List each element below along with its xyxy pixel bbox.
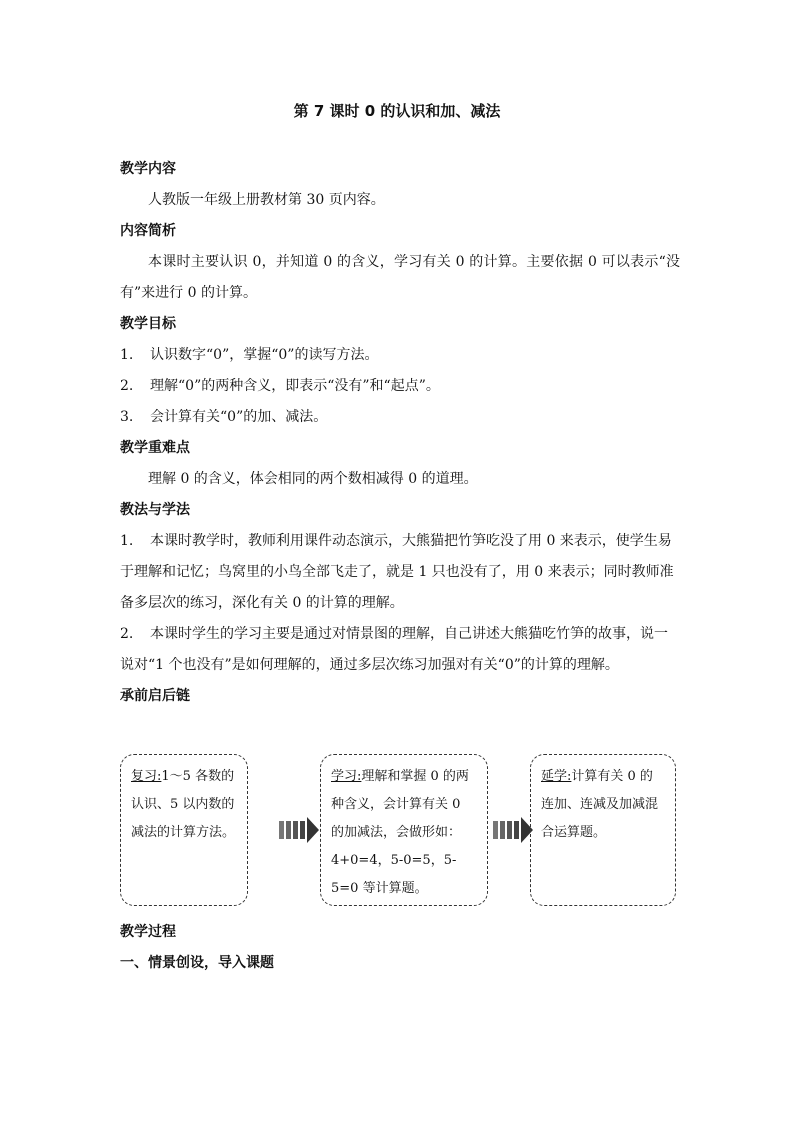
learn-text: 理解和掌握 0 的两种含义，会计算有关 0 的加减法，会做形如：4+0=4，5-0=5，5-5=0 等计算题。 [331, 769, 469, 896]
learn-box [320, 754, 488, 906]
goal-text: 理解“0”的两种含义，即表示“没有”和“起点”。 [150, 378, 440, 394]
arrow-icon [279, 817, 319, 843]
method-number: 1. [120, 533, 134, 549]
process-section [120, 916, 680, 978]
review-label: 复习: [131, 769, 162, 784]
learn-label: 学习: [331, 769, 362, 784]
heading-methods: 教法与学法 [120, 502, 190, 518]
goal-item [120, 340, 680, 371]
goal-number: 1. [120, 347, 134, 363]
goal-item [120, 402, 680, 433]
arrow-icon [493, 817, 533, 843]
extend-label: 延学: [541, 769, 572, 784]
heading-chain: 承前启后链 [120, 688, 190, 704]
extend-text: 计算有关 0 的连加、连减及加减混合运算题。 [541, 769, 659, 840]
method-item [120, 526, 680, 619]
review-text: 1～5 各数的认识、5 以内数的减法的计算方法。 [131, 769, 236, 840]
heading-process: 教学过程 [120, 924, 176, 940]
heading-summary: 内容简析 [120, 223, 176, 239]
method-text: 本课时教学时，教师利用课件动态演示，大熊猫把竹笋吃没了用 0 来表示，使学生易于理解和记忆；鸟窝里的小鸟全部飞走了，就是 1 只也没有了，用 0 来表示；同时教师准备多层次的练习，深化有关 0 的计算的理解。 [120, 533, 674, 611]
method-item [120, 619, 680, 681]
extend-box [530, 754, 676, 906]
goal-number: 2. [120, 378, 134, 394]
goal-text: 认识数字“0”，掌握“0”的读写方法。 [150, 347, 379, 363]
key-points-text: 理解 0 的含义，体会相同的两个数相减得 0 的道理。 [148, 471, 478, 487]
summary-text: 本课时主要认识 0，并知道 0 的含义，学习有关 0 的计算。主要依据 0 可以表示“没有”来进行 0 的计算。 [120, 254, 680, 301]
learning-chain-diagram [120, 754, 676, 906]
method-number: 2. [120, 626, 134, 642]
goal-number: 3. [120, 409, 134, 425]
goal-text: 会计算有关“0”的加、减法。 [150, 409, 328, 425]
review-box [120, 754, 248, 906]
lesson-body [120, 154, 680, 712]
goal-item [120, 371, 680, 402]
method-text: 本课时学生的学习主要是通过对情景图的理解，自己讲述大熊猫吃竹笋的故事，说一说对“1 个也没有”是如何理解的，通过多层次练习加强对有关“0”的计算的理解。 [120, 626, 668, 673]
page-title: 第 7 课时 0 的认识和加、减法 [293, 102, 501, 120]
heading-content: 教学内容 [120, 161, 176, 177]
section-heading: 一、情景创设，导入课题 [120, 955, 274, 971]
heading-goals: 教学目标 [120, 316, 176, 332]
heading-key-points: 教学重难点 [120, 440, 190, 456]
content-text: 人教版一年级上册教材第 30 页内容。 [148, 192, 385, 208]
